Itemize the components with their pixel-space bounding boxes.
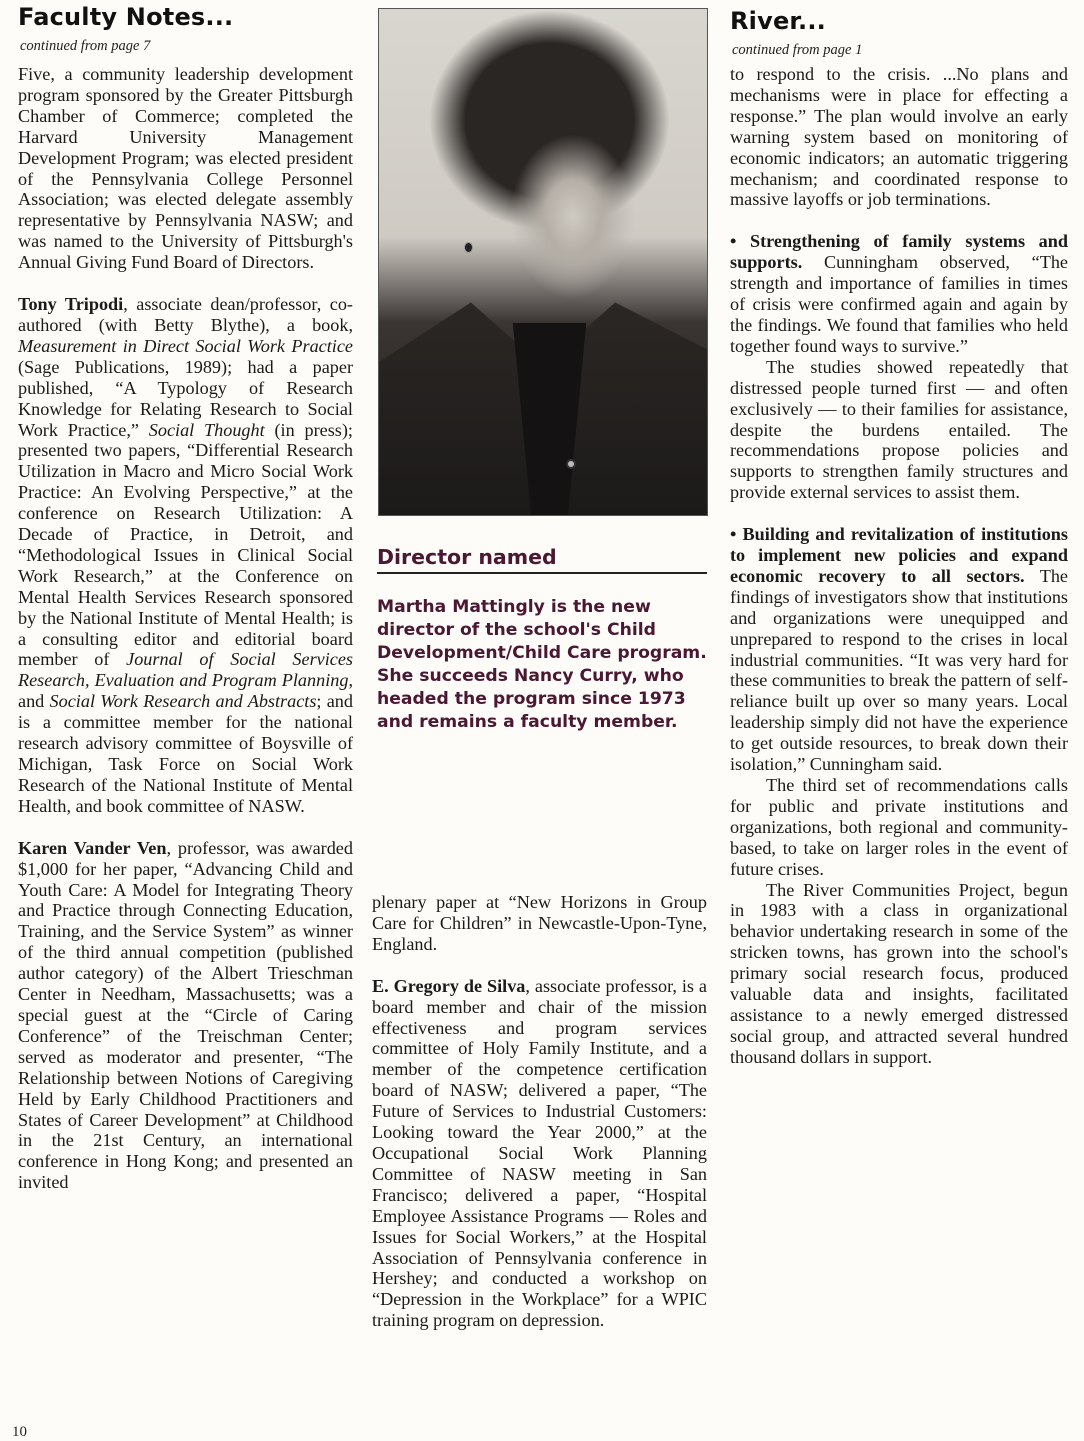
continued-from-page-7: continued from page 7 [20,38,151,54]
faculty-notes-headline: Faculty Notes... [18,3,234,31]
name-karen-vander-ven: Karen Vander Ven [18,837,167,858]
paragraph-gregory-de-silva: E. Gregory de Silva, associate professor, is a board member and chair of the mission effectiveness and program services committee of Holy Family Institute, and a member of the competence certification board of NASW; delivered a paper, “The Future of Services to Industrial Customers: Looking toward the Year 2000,” at the Occupational Social Work Planning Committee of NASW meeting in San Francisco; delivered a paper, “Hospital Employee Assistance Programs — Roles and Issues for Social Workers,” at the Hospital Association of Pennsylvania conference in Hershey; and conducted a workshop on “Depression in the Workplace” for a WPIC training program on depression. [372,975,707,1331]
portrait-photo [378,8,708,516]
journal-social-thought: Social Thought [148,419,265,440]
director-named-headline: Director named [377,544,707,574]
river-headline: River... [730,7,826,35]
paragraph-crisis-response: to respond to the crisis. ...No plans and mechanisms were in place for effecting a response.” The plan would involve an early warning system based on monitoring of economic indicators; an automatic triggering mechanism; and coordinated response to massive layoffs or job terminations. [730,64,1068,210]
photo-earring [464,242,473,253]
name-gregory-de-silva: E. Gregory de Silva [372,975,526,996]
director-named-text: Martha Mattingly is the new director of the school's Child Development/Child Care program. She succeeds Nancy Curry, who headed the program since 1973 and remains a faculty member. [377,597,707,732]
paragraph-third-set: The third set of recommendations calls for public and private institutions and organizations, both regional and community-based, to take on larger roles in the event of future crises. [730,775,1068,879]
book-title: Measurement in Direct Social Work Practice [18,335,353,356]
bullet-building-institutions: • Building and revitalization of institutions to implement new policies and expand economic recovery to all sectors. [730,524,1068,586]
river-column [730,0,1068,1068]
paragraph-family-systems: • Strengthening of family systems and supports. Cunningham observed, “The strength and importance of families in times of crisis were confirmed again and again by the findings. We found that families who held together found ways to survive.” [730,231,1068,356]
paragraph-leadership-program: Five, a community leadership development program sponsored by the Greater Pittsburgh Chamber of Commerce; completed the Harvard University Management Development Program; was elected president of the Pennsylvania College Personnel Association; was elected delegate assembly representative by Pennsylvania NASW; and was named to the University of Pittsburgh's Annual Giving Fund Board of Directors. [18,64,353,273]
page-number: 10 [12,1424,27,1440]
name-tony-tripodi: Tony Tripodi [18,294,124,315]
paragraph-studies-showed: The studies showed repeatedly that distressed people turned first — and often exclusively — to their families for assistance, despite the burdens entailed. The recommendations propose policies and supports to strengthen family structures and provide external services to assist them. [730,356,1068,503]
paragraph-river-communities-project: The River Communities Project, begun in 1983 with a class in organizational behavior undertaking research in some of the stricken towns, has grown into the school's primary social research focus, produced valuable data and insights, facilitated assistance to a newly emerged distressed social group, and attracted several hundred thousand dollars in support. [730,879,1068,1067]
bullet-family-systems: • Strengthening of family systems and supports. [730,231,1068,273]
faculty-notes-continued-column [372,892,707,1352]
journal-social-work-research: Social Work Research and Abstracts [49,691,317,712]
faculty-notes-column [18,0,353,1214]
journal-title: Journal of Social Services Research, Evaluation and Program Planning [18,649,353,691]
paragraph-plenary-paper: plenary paper at “New Horizons in Group Care for Children” in Newcastle-Upon-Tyne, England. [372,892,707,954]
paragraph-tony-tripodi: Tony Tripodi, associate dean/professor, co-authored (with Betty Blythe), a book, Measurement in Direct Social Work Practice (Sage Publications, 1989); had a paper published, “A Typology of Research Knowledge for Relating Research to Social Work Practice,” Social Thought (in press); presented two papers, “Differential Research Utilization in Macro and Micro Social Work Practice: An Evolving Perspective,” at the conference on Research Utilization: A Decade of Practice, in Detroit, and “Methodological Issues in Clinical Social Work Research,” at the Conference on Mental Health Services Research sponsored by the National Institute of Mental Health; is a consulting editor and editorial board member of Journal of Social Services Research, Evaluation and Program Planning, and Social Work Research and Abstracts; and is a committee member for the national research advisory committee of Boysville of Michigan, Task Force on Social Work Research of the National Institute of Mental Health, and book committee of NASW. [18,294,353,816]
continued-from-page-1: continued from page 1 [732,42,863,58]
paragraph-karen-vander-ven: Karen Vander Ven, professor, was awarded $1,000 for her paper, “Advancing Child and Youth Care: A Model for Integrating Theory and Practice through Connecting Education, Training, and the Service System” as winner of the third annual competition (published author category) of the Albert Trieschman Center in Needham, Massachusetts; was a special guest at the “Circle of Caring Conference” of the Treischman Center; served as moderator and presenter, “The Relationship between Notions of Caregiving Held by Early Childhood Practitioners and States of Career Development” at Childhood in the 21st Century, an international conference in Hong Kong; and presented an invited [18,837,353,1193]
paragraph-building-institutions: • Building and revitalization of institutions to implement new policies and expand economic recovery to all sectors. The findings of investigators show that institutions and organizations were unequipped and unprepared to respond to the crises in local industrial communities. “It was very hard for these communities to break the pattern of self-reliance built up over so many years. Local leadership simply did not have the experience to get outside resources, to break down their isolation,” Cunningham said. [730,524,1068,775]
